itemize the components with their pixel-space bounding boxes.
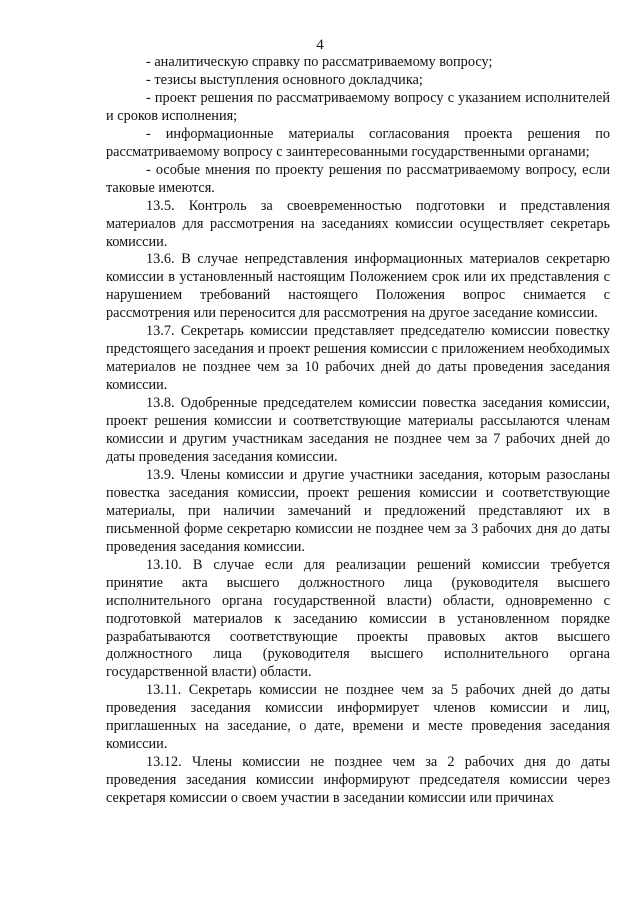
paragraph-13-6: 13.6. В случае непредставления информационных материалов секретарю комиссии в установленный настоящим Положением срок или их представления с нарушением требований настоящего Положения вопрос снимается с рассмотрения или переносится для рассмотрения на другое заседание комиссии. xyxy=(106,251,610,322)
paragraph-13-5: 13.5. Контроль за своевременностью подготовки и представления материалов для рассмотрения на заседаниях комиссии осуществляет секретарь комиссии. xyxy=(106,197,610,250)
paragraph-list-item: - тезисы выступления основного докладчика; xyxy=(146,71,423,88)
paragraph-13-7: 13.7. Секретарь комиссии представляет председателю комиссии повестку предстоящего заседания и проект решения комиссии с приложением необходимых материалов не позднее чем за 10 рабочих дней до даты проведения заседания комиссии. xyxy=(106,323,610,394)
paragraph-13-12: 13.12. Члены комиссии не позднее чем за 2 рабочих дня до даты проведения заседания комиссии информируют председателя комиссии через секретаря комиссии о своем участии в заседании комиссии или причинах xyxy=(106,754,610,807)
page-number: 4 xyxy=(316,37,324,53)
paragraph-list-item: - аналитическую справку по рассматриваемому вопросу; xyxy=(146,54,493,70)
paragraph-list-item: - информационные материалы согласования проекта решения по рассматриваемому вопросу с заинтересованными государственными органами; xyxy=(106,125,610,160)
paragraph-13-9: 13.9. Члены комиссии и другие участники заседания, которым разосланы повестка заседания комиссии, проект решения комиссии и соответствующие материалы, при наличии замечаний и предложений представляют их в письменной форме секретарю комиссии не позднее чем за 3 рабочих дня до даты проведения заседания комиссии. xyxy=(106,466,610,555)
paragraph-13-8: 13.8. Одобренные председателем комиссии повестка заседания комиссии, проект решения комиссии и соответствующие материалы рассылаются членам комиссии и другим участникам заседания не позднее чем за 7 рабочих дней до даты проведения заседания комиссии. xyxy=(106,395,610,465)
paragraph-13-11: 13.11. Секретарь комиссии не позднее чем за 5 рабочих дней до даты проведения заседания комиссии информирует членов комиссии и лиц, приглашенных на заседание, о дате, времени и месте проведения заседания комиссии. xyxy=(106,682,610,753)
paragraph-list-item: - особые мнения по проекту решения по рассматриваемому вопросу, если таковые имеются. xyxy=(106,161,610,196)
document-body xyxy=(106,54,610,808)
paragraph-13-10: 13.10. В случае если для реализации решений комиссии требуется принятие акта высшего должностного лица (руководителя высшего исполнительного органа государственной власти) области, одновременно с подготовкой материалов к заседанию комиссии в установленном порядке разрабатываются соответствующие проекты правовых актов высшего должностного лица (руководителя высшего исполнительного органа государственной власти) области. xyxy=(106,556,610,681)
paragraph-list-item: - проект решения по рассматриваемому вопросу с указанием исполнителей и сроков исполнения; xyxy=(106,89,610,124)
